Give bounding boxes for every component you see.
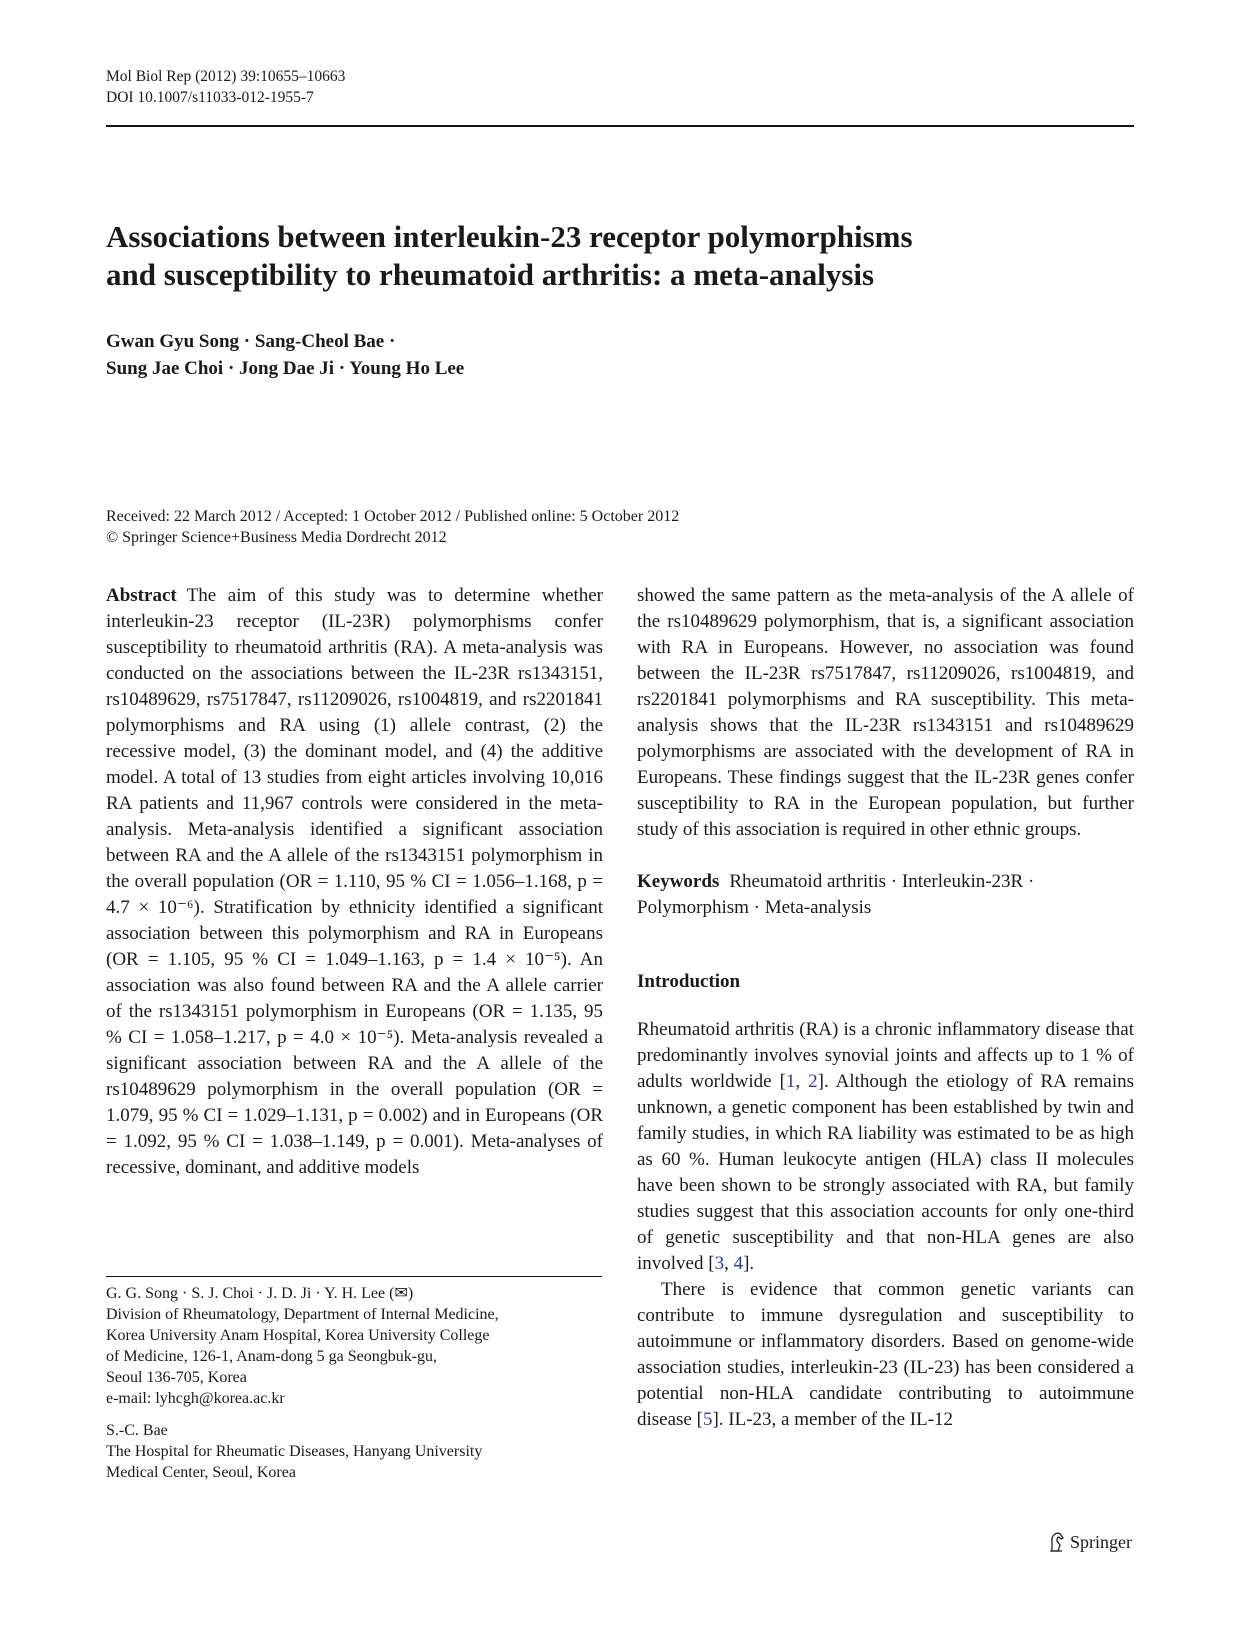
citation-link[interactable]: 2 xyxy=(808,1071,818,1092)
keywords xyxy=(637,869,1134,921)
citation-link[interactable]: 1 xyxy=(785,1071,796,1092)
title-line: Associations between interleukin-23 receptor polymorphisms xyxy=(106,219,913,254)
right-column xyxy=(637,583,1134,1433)
left-column xyxy=(106,583,603,1181)
journal-citation: Mol Biol Rep (2012) 39:10655–10663 xyxy=(106,68,346,85)
author-line: Sung Jae Choi · Jong Dae Ji · Young Ho Lee xyxy=(106,358,465,379)
author-line: Gwan Gyu Song · Sang-Cheol Bae · xyxy=(106,331,396,352)
paragraph-text: ]. Although the etiology of RA remains unknown, a genetic component has been established by twin and family studies, in which RA liability was estimated to be as high as 60 %. Human leukocyte antigen (HLA) class II molecules have been shown to be strongly associated with RA, but family studies suggest that this association accounts for only one-third of genetic susceptibility and that non-HLA genes are also involved [ xyxy=(637,1071,1135,1274)
abstract-label: Abstract xyxy=(106,585,177,606)
publisher-logo xyxy=(1048,1531,1132,1553)
title-line: and susceptibility to rheumatoid arthritis: a meta-analysis xyxy=(106,257,875,292)
copyright-notice: © Springer Science+Business Media Dordrecht 2012 xyxy=(106,529,447,546)
affiliation-line: of Medicine, 126-1, Anam-dong 5 ga Seongbuk-gu, xyxy=(106,1348,438,1365)
email-link[interactable]: e-mail: lyhcgh@korea.ac.kr xyxy=(106,1390,285,1407)
affiliation-line: Medical Center, Seoul, Korea xyxy=(106,1464,296,1481)
citation-link[interactable]: 3 xyxy=(714,1253,725,1274)
intro-paragraph-1 xyxy=(637,1017,1134,1277)
doi[interactable]: DOI 10.1007/s11033-012-1955-7 xyxy=(106,89,314,106)
affiliation-block-1 xyxy=(106,1283,606,1409)
paragraph-text: ]. xyxy=(743,1253,755,1274)
paragraph-text: There is evidence that common genetic variants can contribute to immune dysregulation and susceptibility to autoimmune or inflammatory disorders. Based on genome-wide association studies, interleukin-23 (IL-23) has been considered a potential non-HLA candidate contributing to autoimmune disease [ xyxy=(637,1279,1134,1430)
affiliation-line: Division of Rheumatology, Department of Internal Medicine, xyxy=(106,1306,499,1323)
affiliation-authors: G. G. Song · S. J. Choi · J. D. Ji · Y. H. Lee (✉) xyxy=(106,1285,414,1302)
citation-link[interactable]: 5 xyxy=(702,1409,713,1430)
paragraph-text: Rheumatoid arthritis (RA) is a chronic inflammatory disease that predominantly involves synovial joints and affects up to 1 % of adults worldwide [ xyxy=(637,1019,1134,1092)
abstract-continued: showed the same pattern as the meta-analysis of the A allele of the rs10489629 polymorphism, that is, a significant association with RA in Europeans. However, no association was found between the IL-23R rs7517847, rs11209026, rs1004819, and rs2201841 polymorphisms and RA susceptibility. This meta-analysis shows that the IL-23R rs1343151 and rs10489629 polymorphisms are associated with the development of RA in Europeans. These findings suggest that the IL-23R genes confer susceptibility to RA in the European population, but further study of this association is required in other ethnic groups. xyxy=(637,585,1134,840)
affiliation-authors: S.-C. Bae xyxy=(106,1422,168,1439)
article-title xyxy=(106,218,1106,294)
citation-separator: , xyxy=(724,1253,734,1274)
affiliation-line: The Hospital for Rheumatic Diseases, Hanyang University xyxy=(106,1443,483,1460)
affiliation-line: Seoul 136-705, Korea xyxy=(106,1369,247,1386)
paragraph-text: ]. IL-23, a member of the IL-12 xyxy=(712,1409,954,1430)
publisher-name: Springer xyxy=(1070,1531,1132,1552)
citation-separator: , xyxy=(795,1071,809,1092)
abstract-text-left: The aim of this study was to determine whether interleukin-23 receptor (IL-23R) polymorphisms confer susceptibility to rheumatoid arthritis (RA). A meta-analysis was conducted on the associations between the IL-23R rs1343151, rs10489629, rs7517847, rs11209026, rs1004819, and rs2201841 polymorphisms and RA using (1) allele contrast, (2) the recessive model, (3) the dominant model, and (4) the additive model. A total of 13 studies from eight articles involving 10,016 RA patients and 11,967 controls were considered in the meta-analysis. Meta-analysis identified a significant association between RA and the A allele of the rs1343151 polymorphism in the overall population (OR = 1.110, 95 % CI = 1.056–1.168, p = 4.7 × 10⁻⁶). Stratification by ethnicity identified a significant association between this polymorphism and RA in Europeans (OR = 1.105, 95 % CI = 1.049–1.163, p = 1.4 × 10⁻⁵). An association was also found between RA and the A allele carrier of the rs1343151 polymorphism in Europeans (OR = 1.135, 95 % CI = 1.058–1.217, p = 4.0 × 10⁻⁵). Meta-analysis revealed a significant association between RA and the A allele of the rs10489629 polymorphism in the overall population (OR = 1.079, 95 % CI = 1.029–1.131, p = 0.002) and in Europeans (OR = 1.092, 95 % CI = 1.038–1.149, p = 0.001). Meta-analyses of recessive, dominant, and additive models xyxy=(106,585,603,1178)
abstract xyxy=(106,583,603,1181)
footnote-divider xyxy=(106,1276,602,1277)
affiliation-block-2 xyxy=(106,1420,606,1483)
header-divider xyxy=(106,125,1134,127)
article-history: Received: 22 March 2012 / Accepted: 1 October 2012 / Published online: 5 October 2012 xyxy=(106,508,680,525)
intro-paragraph-2 xyxy=(637,1277,1134,1433)
keywords-text: Rheumatoid arthritis · Interleukin-23R · Polymorphism · Meta-analysis xyxy=(637,871,1035,918)
citation-link[interactable]: 4 xyxy=(733,1253,744,1274)
affiliation-line: Korea University Anam Hospital, Korea University College xyxy=(106,1327,490,1344)
author-list xyxy=(106,328,464,382)
journal-header xyxy=(106,66,345,108)
section-heading-introduction: Introduction xyxy=(637,971,741,992)
keywords-label: Keywords xyxy=(637,871,720,892)
publication-dates xyxy=(106,506,679,548)
springer-horse-icon xyxy=(1048,1531,1066,1553)
